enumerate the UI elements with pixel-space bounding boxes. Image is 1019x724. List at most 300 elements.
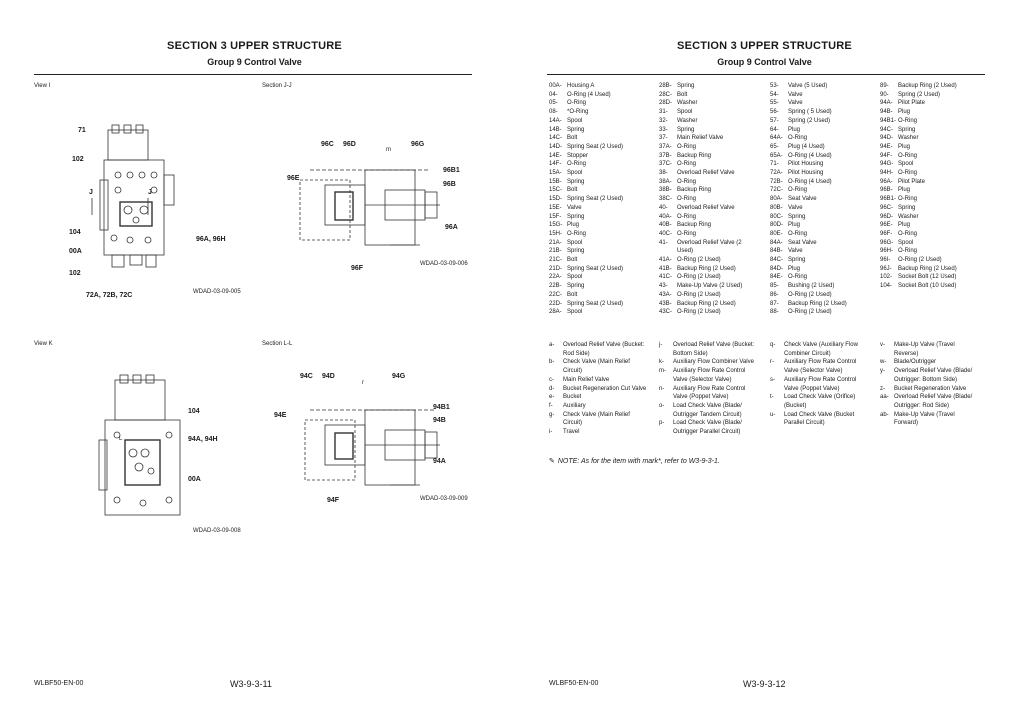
part-name: O-Ring bbox=[788, 274, 808, 281]
legend-row bbox=[549, 411, 655, 428]
part-row bbox=[770, 273, 847, 282]
part-name: Bushing (2 Used) bbox=[788, 283, 835, 290]
part-code: 37- bbox=[659, 135, 668, 142]
part-name: Spring bbox=[567, 178, 585, 185]
header-rule bbox=[547, 74, 985, 75]
part-code: 96A- bbox=[880, 178, 893, 185]
legend-row bbox=[770, 411, 876, 428]
legend-code: e- bbox=[549, 394, 555, 401]
part-row bbox=[659, 204, 742, 213]
part-code: 80E- bbox=[770, 230, 783, 237]
part-code: 65- bbox=[770, 143, 779, 150]
part-row bbox=[880, 91, 957, 100]
section-title: SECTION 3 UPPER STRUCTURE bbox=[677, 40, 852, 52]
legend-line: Check Valve (Main Relief bbox=[563, 359, 630, 366]
part-code: 41B- bbox=[659, 265, 672, 272]
legend-line: Forward) bbox=[894, 420, 919, 427]
part-code: 96H- bbox=[880, 248, 894, 255]
part-name: Valve bbox=[788, 100, 803, 107]
legend-line: Auxiliary Flow Rate Control bbox=[784, 359, 857, 366]
part-code: 40- bbox=[659, 204, 668, 211]
part-row bbox=[770, 265, 847, 274]
part-code: 90- bbox=[880, 91, 889, 98]
part-code: 96D- bbox=[880, 213, 894, 220]
callout-94a-94h: 94A, 94H bbox=[188, 436, 218, 443]
part-name: Plug bbox=[898, 109, 911, 116]
part-code: 53- bbox=[770, 83, 779, 89]
legend-column-1 bbox=[549, 341, 655, 437]
part-name: Spring Seat (2 Used) bbox=[567, 300, 624, 307]
part-row bbox=[549, 117, 623, 126]
part-name: Backup Ring (2 Used) bbox=[788, 300, 847, 307]
part-code: 96C- bbox=[880, 204, 894, 211]
part-name: Plug bbox=[567, 222, 580, 229]
legend-code: m- bbox=[659, 368, 666, 375]
part-name: Spring bbox=[567, 283, 585, 290]
part-code: 94H- bbox=[880, 170, 894, 177]
part-code: 21B- bbox=[549, 248, 562, 255]
part-code: 94B- bbox=[880, 109, 893, 116]
legend-line: Auxiliary Flow Rate Control bbox=[673, 385, 746, 392]
part-row bbox=[659, 221, 742, 230]
legend-row bbox=[659, 367, 765, 384]
legend-line: Circuit) bbox=[563, 420, 582, 427]
callout-j-left: J bbox=[89, 189, 93, 196]
parts-column-3 bbox=[770, 82, 847, 317]
part-code: 57- bbox=[770, 117, 779, 124]
legend-line: Auxiliary Flow Rate Control bbox=[784, 376, 857, 383]
part-code: 71- bbox=[770, 161, 779, 168]
part-row bbox=[659, 247, 742, 256]
part-row bbox=[549, 308, 623, 317]
part-code: 104- bbox=[880, 283, 893, 290]
legend-desc bbox=[673, 341, 765, 358]
part-name: O-Ring bbox=[567, 161, 587, 168]
part-name: Backup Ring bbox=[677, 187, 712, 194]
part-row bbox=[659, 186, 742, 195]
legend-line: Valve (Selector Valve) bbox=[673, 376, 732, 383]
legend-code: v- bbox=[880, 342, 885, 348]
part-row bbox=[770, 256, 847, 265]
legend-code: a- bbox=[549, 342, 555, 348]
part-name: Spring ( 5 Used) bbox=[788, 109, 832, 116]
part-row bbox=[549, 160, 623, 169]
part-code: 33- bbox=[659, 126, 668, 133]
legend-desc bbox=[894, 367, 986, 384]
legend-line: Overload Relief Valve (Bucket: bbox=[673, 342, 755, 348]
legend-desc bbox=[673, 419, 765, 436]
legend-line: Overload Relief Valve (Blade/ bbox=[894, 394, 973, 401]
part-row bbox=[549, 239, 623, 248]
part-row bbox=[549, 143, 623, 152]
part-name: Plug bbox=[788, 222, 801, 229]
legend-line: Circuit) bbox=[563, 368, 582, 375]
part-name: Washer bbox=[898, 135, 919, 142]
section-jj-label: Section J-J bbox=[262, 83, 292, 89]
callout-00a-k: 00A bbox=[188, 476, 201, 483]
legend-row bbox=[659, 402, 765, 419]
part-row bbox=[549, 273, 623, 282]
part-name: Spring (2 Used) bbox=[898, 91, 941, 98]
part-name: Spring bbox=[898, 204, 916, 211]
part-row bbox=[770, 160, 847, 169]
callout-96a-96h: 96A, 96H bbox=[196, 236, 226, 243]
part-code: 41C- bbox=[659, 274, 673, 281]
part-name: O-Ring bbox=[677, 213, 697, 220]
part-code: 43- bbox=[659, 283, 668, 290]
part-name: Washer bbox=[898, 213, 919, 220]
part-code: 94C- bbox=[880, 126, 894, 133]
legend-desc bbox=[673, 367, 765, 384]
part-code: 41- bbox=[659, 239, 668, 246]
legend-code: r- bbox=[770, 359, 774, 366]
part-row bbox=[770, 213, 847, 222]
part-name: O-Ring (2 Used) bbox=[677, 291, 721, 298]
legend-desc bbox=[673, 402, 765, 419]
part-name: Bolt bbox=[567, 291, 578, 298]
legend-code: t- bbox=[770, 394, 774, 401]
figure-id-008: WDAD-03-09-008 bbox=[193, 528, 241, 534]
part-name: Plug bbox=[898, 143, 911, 150]
legend-row bbox=[659, 419, 765, 436]
legend-desc bbox=[894, 393, 986, 410]
part-row bbox=[659, 108, 742, 117]
part-row bbox=[880, 195, 957, 204]
legend-line: Bucket bbox=[563, 394, 582, 401]
part-row bbox=[549, 99, 623, 108]
part-row bbox=[880, 239, 957, 248]
part-name: O-Ring bbox=[677, 230, 697, 237]
part-row bbox=[880, 230, 957, 239]
part-row bbox=[549, 291, 623, 300]
part-row bbox=[549, 265, 623, 274]
part-name: O-Ring bbox=[677, 161, 697, 168]
part-row bbox=[659, 160, 742, 169]
legend-row bbox=[880, 358, 986, 367]
legend-row bbox=[770, 358, 876, 375]
legend-code: b- bbox=[549, 359, 555, 366]
part-name: Socket Bolt (10 Used) bbox=[898, 283, 957, 290]
part-row bbox=[659, 143, 742, 152]
part-row bbox=[770, 308, 847, 317]
part-name: Spring bbox=[567, 126, 585, 133]
group-title: Group 9 Control Valve bbox=[717, 57, 812, 67]
part-row bbox=[770, 300, 847, 309]
part-name: Spool bbox=[567, 170, 583, 177]
legend-row bbox=[770, 393, 876, 410]
legend-line: Valve (Selector Valve) bbox=[784, 368, 843, 375]
part-row bbox=[770, 291, 847, 300]
part-code: 84E- bbox=[770, 274, 783, 281]
part-name: Plug bbox=[788, 126, 801, 133]
part-code: 54- bbox=[770, 91, 779, 98]
part-name: O-Ring (2 Used) bbox=[898, 257, 942, 264]
part-code: 28A- bbox=[549, 309, 562, 316]
legend-line: Bucket Regeneration Cut Valve bbox=[563, 385, 647, 392]
part-name: Spring bbox=[567, 213, 585, 220]
callout-96b1: 96B1 bbox=[443, 167, 460, 174]
legend-line: Load Check Valve (Blade/ bbox=[673, 402, 742, 409]
part-code: 43C- bbox=[659, 309, 673, 316]
part-code: 72A- bbox=[770, 170, 783, 177]
part-code: 72C- bbox=[770, 187, 784, 194]
legend-line: Check Valve (Main Relief bbox=[563, 411, 630, 418]
part-code: 38- bbox=[659, 170, 668, 177]
legend-desc bbox=[673, 358, 765, 367]
section-ll-label: Section L-L bbox=[262, 341, 293, 347]
callout-96c: 96C bbox=[321, 141, 334, 148]
part-code: 22A- bbox=[549, 274, 562, 281]
callout-96f: 96F bbox=[351, 265, 364, 272]
view-k-drawing bbox=[95, 375, 205, 525]
part-row bbox=[659, 99, 742, 108]
part-row bbox=[549, 230, 623, 239]
part-row bbox=[549, 126, 623, 135]
legend-code: ab- bbox=[880, 411, 889, 418]
callout-94b1: 94B1 bbox=[433, 404, 450, 411]
part-row bbox=[770, 186, 847, 195]
part-code: 14D- bbox=[549, 143, 563, 150]
figure-id-005: WDAD-03-09-005 bbox=[193, 289, 241, 295]
legend-line: (Bucket) bbox=[784, 402, 807, 409]
legend-line: Blade/Outrigger bbox=[894, 359, 937, 366]
part-name: O-Ring (2 Used) bbox=[677, 257, 721, 264]
part-row bbox=[549, 152, 623, 161]
part-name: O-Ring (4 Used) bbox=[567, 91, 611, 98]
part-code: 72B- bbox=[770, 178, 783, 185]
legend-row bbox=[659, 341, 765, 358]
part-row bbox=[770, 195, 847, 204]
part-row bbox=[880, 213, 957, 222]
part-name: Plug bbox=[788, 265, 801, 272]
legend-line: Auxiliary Flow Rate Control bbox=[673, 368, 746, 375]
note-text: NOTE: As for the item with mark*, refer to W3-9-3-1. bbox=[557, 458, 720, 465]
part-row bbox=[770, 117, 847, 126]
callout-r: r bbox=[362, 380, 364, 386]
legend-code: u- bbox=[770, 411, 776, 418]
part-row bbox=[549, 195, 623, 204]
legend-code: d- bbox=[549, 385, 555, 392]
part-code: 94F- bbox=[880, 152, 893, 159]
part-name: Backup Ring bbox=[677, 222, 712, 229]
part-name: Spring Seat (2 Used) bbox=[567, 196, 624, 203]
part-code: 00A- bbox=[549, 83, 562, 89]
part-code: 15B- bbox=[549, 178, 562, 185]
part-name: O-Ring bbox=[898, 152, 918, 159]
legend-line: Load Check Valve (Blade/ bbox=[673, 420, 742, 427]
part-code: 85- bbox=[770, 283, 779, 290]
part-code: 40C- bbox=[659, 230, 673, 237]
part-code: 08- bbox=[549, 109, 558, 116]
legend-desc bbox=[784, 411, 876, 428]
part-code: 87- bbox=[770, 300, 779, 307]
part-name: O-Ring bbox=[898, 170, 918, 177]
figure-id-009: WDAD-03-09-009 bbox=[420, 496, 468, 502]
part-row bbox=[880, 282, 957, 291]
part-row bbox=[549, 256, 623, 265]
part-name: Seat Valve bbox=[788, 196, 817, 203]
part-name: Bolt bbox=[567, 257, 578, 264]
legend-row bbox=[880, 341, 986, 358]
legend-line: Parallel Circuit) bbox=[784, 420, 825, 427]
legend-line: Load Check Valve (Orifice) bbox=[784, 394, 856, 401]
part-code: 80A- bbox=[770, 196, 783, 203]
callout-94f: 94F bbox=[327, 497, 340, 504]
part-code: 64- bbox=[770, 126, 779, 133]
part-row bbox=[770, 99, 847, 108]
part-name: Backup Ring (2 Used) bbox=[898, 265, 957, 272]
view-k-label: View K bbox=[34, 341, 53, 347]
callout-96a: 96A bbox=[445, 224, 458, 231]
part-row bbox=[549, 134, 623, 143]
part-row bbox=[880, 265, 957, 274]
part-name: Backup Ring bbox=[677, 152, 712, 159]
part-name: Bolt bbox=[677, 91, 688, 98]
part-row bbox=[659, 82, 742, 91]
part-code: 88- bbox=[770, 309, 779, 316]
part-name: Make-Up Valve (2 Used) bbox=[677, 283, 743, 290]
part-name: Bolt bbox=[567, 135, 578, 142]
part-code: 14C- bbox=[549, 135, 563, 142]
legend-code: s- bbox=[770, 376, 775, 383]
legend-desc bbox=[563, 402, 655, 411]
part-row bbox=[549, 213, 623, 222]
part-code: 28C- bbox=[659, 91, 673, 98]
callout-96e: 96E bbox=[287, 175, 300, 182]
legend-desc bbox=[894, 341, 986, 358]
legend-code: g- bbox=[549, 411, 555, 418]
legend-line: Auxiliary bbox=[563, 402, 586, 409]
callout-m: m bbox=[386, 147, 391, 153]
part-row bbox=[770, 91, 847, 100]
figure-id-006: WDAD-03-09-006 bbox=[420, 261, 468, 267]
group-title: Group 9 Control Valve bbox=[207, 57, 302, 67]
part-row bbox=[770, 239, 847, 248]
part-code: 94D- bbox=[880, 135, 894, 142]
part-name: Valve bbox=[567, 204, 582, 211]
header-rule bbox=[34, 74, 472, 75]
legend-desc bbox=[673, 385, 765, 402]
part-row bbox=[659, 230, 742, 239]
part-name: Spool bbox=[898, 239, 914, 246]
callout-l: L bbox=[119, 436, 123, 442]
part-row bbox=[659, 152, 742, 161]
legend-line: Bottom Side) bbox=[673, 350, 708, 357]
part-name: O-Ring (2 Used) bbox=[677, 274, 721, 281]
part-code: 43A- bbox=[659, 291, 672, 298]
legend-desc bbox=[784, 393, 876, 410]
part-name: O-Ring bbox=[567, 230, 587, 237]
legend-code: y- bbox=[880, 368, 885, 375]
part-row bbox=[880, 152, 957, 161]
part-row bbox=[549, 247, 623, 256]
legend-row bbox=[880, 393, 986, 410]
part-code: 96F- bbox=[880, 230, 893, 237]
part-code: 84A- bbox=[770, 239, 783, 246]
part-code: 84C- bbox=[770, 257, 784, 264]
part-row bbox=[770, 108, 847, 117]
legend-desc bbox=[784, 341, 876, 358]
part-code: 38B- bbox=[659, 187, 672, 194]
part-code: 38A- bbox=[659, 178, 672, 185]
parts-column-4 bbox=[880, 82, 957, 291]
part-row bbox=[880, 256, 957, 265]
part-code: 94G- bbox=[880, 161, 894, 168]
legend-line: Travel bbox=[563, 429, 580, 436]
part-row bbox=[659, 178, 742, 187]
part-name: Overload Relief Valve bbox=[677, 170, 735, 177]
part-code: 84B- bbox=[770, 248, 783, 255]
part-code: 15H- bbox=[549, 230, 563, 237]
callout-94d: 94D bbox=[322, 373, 335, 380]
part-row bbox=[770, 152, 847, 161]
part-name: Washer bbox=[677, 117, 698, 124]
part-name: O-Ring bbox=[898, 230, 918, 237]
part-code: 15G- bbox=[549, 222, 563, 229]
part-row bbox=[770, 247, 847, 256]
part-name: Backup Ring (2 Used) bbox=[677, 265, 736, 272]
part-row bbox=[659, 213, 742, 222]
part-name: O-Ring bbox=[567, 100, 587, 107]
part-row bbox=[770, 204, 847, 213]
callout-102-bottom: 102 bbox=[69, 270, 81, 277]
legend-code: w- bbox=[880, 359, 887, 366]
part-name: Used) bbox=[677, 248, 694, 255]
part-code: 21D- bbox=[549, 265, 563, 272]
pencil-icon: ✎ bbox=[549, 458, 555, 465]
part-name: Plug bbox=[898, 222, 911, 229]
legend-line: Outrigger: Rod Side) bbox=[894, 402, 950, 409]
legend-row bbox=[659, 385, 765, 402]
part-row bbox=[659, 126, 742, 135]
part-row bbox=[880, 186, 957, 195]
part-code: 37A- bbox=[659, 143, 672, 150]
part-row bbox=[659, 195, 742, 204]
part-row bbox=[659, 169, 742, 178]
part-code: 56- bbox=[770, 109, 779, 116]
footer-code: WLBF50-EN-00 bbox=[549, 680, 599, 687]
part-name: O-Ring (2 Used) bbox=[788, 291, 832, 298]
part-name: O-Ring (2 Used) bbox=[677, 309, 721, 316]
legend-desc bbox=[563, 358, 655, 375]
part-code: 65A- bbox=[770, 152, 783, 159]
part-name: Pilot Plate bbox=[898, 100, 926, 107]
parts-column-1 bbox=[549, 82, 623, 317]
legend-code: j- bbox=[659, 342, 663, 348]
footer-code: WLBF50-EN-00 bbox=[34, 680, 84, 687]
legend-desc bbox=[563, 393, 655, 402]
part-row bbox=[659, 273, 742, 282]
part-code: 15D- bbox=[549, 196, 563, 203]
callout-104: 104 bbox=[69, 229, 81, 236]
legend-row bbox=[880, 411, 986, 428]
legend-line: Outrigger Parallel Circuit) bbox=[673, 429, 741, 436]
part-name: O-Ring bbox=[788, 230, 808, 237]
left-page bbox=[0, 0, 509, 724]
part-name: Spring bbox=[677, 126, 695, 133]
legend-code: n- bbox=[659, 385, 665, 392]
part-name: Spring bbox=[677, 83, 695, 89]
part-code: 89- bbox=[880, 83, 889, 89]
part-row bbox=[770, 221, 847, 230]
callout-96g: 96G bbox=[411, 141, 425, 148]
part-code: 15C- bbox=[549, 187, 563, 194]
part-name: Stopper bbox=[567, 152, 589, 159]
part-row bbox=[770, 178, 847, 187]
part-name: Spool bbox=[567, 239, 583, 246]
part-name: O-Ring (4 Used) bbox=[788, 178, 832, 185]
legend-row bbox=[549, 341, 655, 358]
